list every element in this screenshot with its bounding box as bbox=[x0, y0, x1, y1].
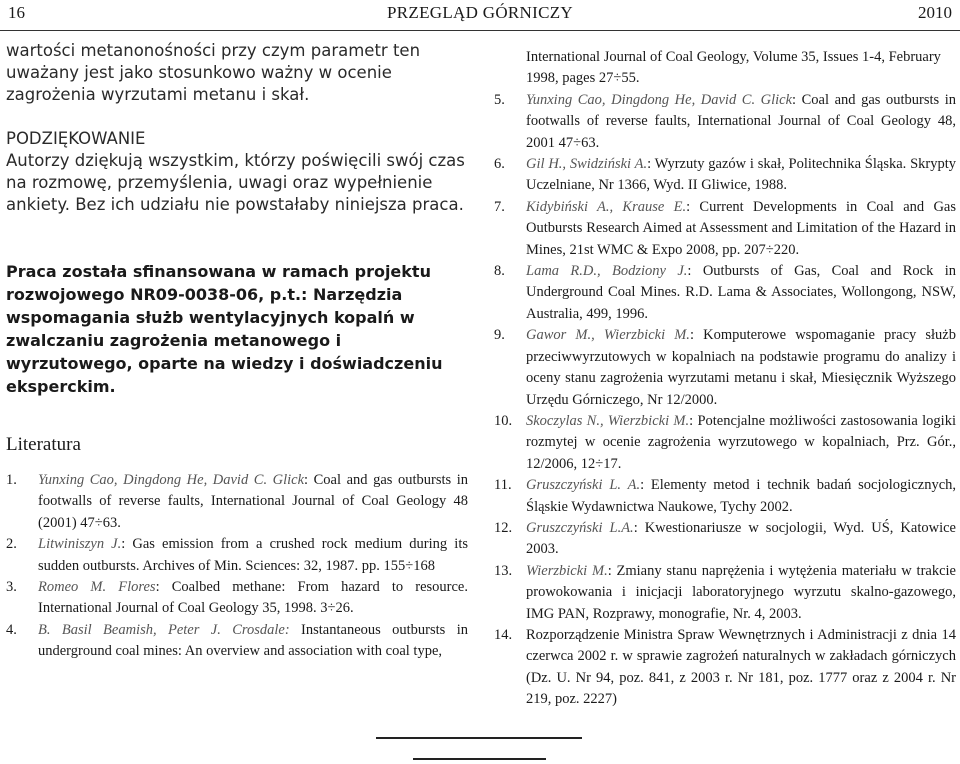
page-number: 16 bbox=[8, 3, 25, 22]
reference-authors: Gawor M., Wierzbicki M. bbox=[526, 327, 690, 344]
reference-number: 11. bbox=[494, 477, 512, 494]
references-list-right bbox=[494, 90, 956, 711]
reference-item bbox=[494, 154, 956, 197]
reference-text: : Zmiany stanu naprężenia i wytężenia materiału w trakcie prowokowania i inicjacji laboratoryjnego wyrzutu skalno-gazowego, IMG PAN, Rozprawy, monografie, Nr. 4, 2003. bbox=[526, 562, 956, 622]
footer-rule-bottom bbox=[413, 758, 546, 760]
reference-number: 3. bbox=[6, 579, 17, 596]
reference-text: Rozporządzenie Ministra Spraw Wewnętrznych i Administracji z dnia 14 czerwca 2002 r. w sprawie zagrożeń naturalnych w zakładach górniczych (Dz. U. Nr 94, poz. 841, z 2003 r. Nr 181, poz. 1777 oraz z 2004 r. Nr 219, poz. 2227) bbox=[526, 626, 956, 708]
reference-text: : Coal and gas outbursts in footwalls of reverse faults, International Journal of Coal Geology 48, 2001 47÷63. bbox=[526, 91, 956, 151]
reference-text: : Outbursts of Gas, Coal and Rock in Underground Coal Mines. R.D. Lama & Associates, Wollongong, NSW, Australia, 499, 1996. bbox=[526, 263, 956, 322]
reference-authors: Wierzbicki M. bbox=[526, 562, 608, 579]
reference-item bbox=[6, 534, 468, 577]
reference-text: Instantaneous outbursts in underground coal mines: An overview and association with coal type, bbox=[38, 621, 468, 660]
reference-text: : Elementy metod i technik badań socjologicznych, Śląskie Wydawnictwa Naukowe, Tychy 2002. bbox=[526, 477, 956, 515]
reference-authors: Skoczylas N., Wierzbicki M. bbox=[526, 412, 690, 429]
reference-authors: Gil H., Swidziński A. bbox=[526, 156, 648, 173]
reference-text: : Potencjalne możliwości zastosowania logiki rozmytej w ocenie zagrożenia wyrzutowego w kopalniach, Prz. Gór., 12/2006, 12÷17. bbox=[526, 412, 956, 472]
reference-number: 12. bbox=[494, 519, 513, 536]
reference-authors: Yunxing Cao, Dingdong He, David C. Glick bbox=[38, 472, 305, 488]
reference-text: : Current Developments in Coal and Gas Outbursts Research Aimed at Assessment and Limitation of the Hazard in Mines, 21st WMC & Expo 2008, pp. 207÷220. bbox=[526, 198, 956, 258]
reference-text: : Coalbed methane: From hazard to resource. International Journal of Coal Geology 35, 1998. 3÷26. bbox=[38, 579, 468, 617]
reference-item bbox=[494, 518, 956, 561]
reference-number: 7. bbox=[494, 198, 505, 215]
reference-number: 1. bbox=[6, 472, 17, 488]
reference-number: 5. bbox=[494, 91, 505, 108]
left-column bbox=[6, 40, 468, 663]
reference-text: : Gas emission from a crushed rock medium during its sudden outbursts. Archives of Min. Sciences: 32, 1987. pp. 155÷168 bbox=[38, 536, 468, 574]
acknowledgement-text: Autorzy dziękują wszystkim, którzy poświęcili swój czas na rozmowę, przemyślenia, uwagi oraz wypełnienie ankiety. Bez ich udziału nie powstałaby niniejsza praca. bbox=[6, 151, 465, 214]
literature-heading: Literatura bbox=[6, 434, 81, 455]
reference-authors: Romeo M. Flores bbox=[38, 579, 156, 596]
reference-text: : Wyrzuty gazów i skał, Politechnika Śląska. Skrypty Uczelniane, Nr 1366, Wyd. II Gliwice, 1988. bbox=[526, 156, 956, 194]
reference-item bbox=[494, 475, 956, 518]
reference-text: : Komputerowe wspomaganie pracy służb przeciwwyrzutowych w kopalniach na podstawie programu do analizy i oceny stanu zagrożenia wyrzutami metanu i skał, Miesięcznik Wyższego Urzędu Górniczego, Nr 12/2000. bbox=[526, 327, 956, 408]
reference-authors: Gruszczyński L.A. bbox=[526, 519, 634, 536]
reference-item bbox=[6, 577, 468, 620]
reference-item bbox=[494, 325, 956, 411]
reference-item bbox=[494, 261, 956, 325]
reference-number: 4. bbox=[6, 621, 17, 638]
reference-authors: Gruszczyński L. A. bbox=[526, 477, 641, 494]
reference-number: 10. bbox=[494, 412, 513, 429]
reference-item bbox=[494, 90, 956, 154]
reference-item bbox=[6, 620, 468, 663]
right-column bbox=[494, 47, 956, 711]
reference-number: 14. bbox=[494, 626, 513, 643]
funding-statement: Praca została sfinansowana w ramach projektu rozwojowego NR09-0038-06, p.t.: Narzędzia wspomagania służb wentylacyjnych kopalń w zwalczaniu zagrożenia metanowego i wyrzutowego, oparte na wiedzy i doświadczeniu eksperckim. bbox=[6, 262, 443, 396]
reference-text: : Coal and gas outbursts in footwalls of reverse faults, International Journal of Coal Geology 48 (2001) 47÷63. bbox=[38, 472, 468, 531]
reference-number: 13. bbox=[494, 562, 513, 579]
reference-authors: Yunxing Cao, Dingdong He, David C. Glick bbox=[526, 91, 793, 108]
reference-authors: B. Basil Beamish, Peter J. Crosdale: bbox=[38, 621, 290, 638]
reference-text: : Kwestionariusze w socjologii, Wyd. UŚ, Katowice 2003. bbox=[526, 519, 956, 558]
page-header bbox=[0, 0, 960, 31]
reference-item bbox=[494, 197, 956, 261]
reference-number: 8. bbox=[494, 263, 505, 280]
reference-number: 9. bbox=[494, 327, 505, 344]
reference-number: 6. bbox=[494, 156, 505, 173]
journal-title: PRZEGLĄD GÓRNICZY bbox=[387, 3, 573, 22]
reference-authors: Litwiniszyn J. bbox=[38, 536, 122, 553]
reference-number: 2. bbox=[6, 536, 17, 553]
reference-item bbox=[494, 561, 956, 625]
reference-continuation: International Journal of Coal Geology, Volume 35, Issues 1-4, February 1998, pages 27÷55. bbox=[526, 49, 941, 87]
reference-authors: Lama R.D., Bodziony J. bbox=[526, 263, 688, 280]
reference-item bbox=[6, 470, 468, 534]
footer-rule-top bbox=[376, 737, 582, 739]
acknowledgement-title: PODZIĘKOWANIE bbox=[6, 129, 146, 148]
reference-authors: Kidybiński A., Krause E. bbox=[526, 198, 687, 215]
reference-item bbox=[494, 411, 956, 475]
publication-year: 2010 bbox=[918, 3, 952, 22]
intro-paragraph: wartości metanonośności przy czym parametr ten uważany jest jako stosunkowo ważny w ocenie zagrożenia wyrzutami metanu i skał. bbox=[6, 41, 421, 104]
reference-item bbox=[494, 625, 956, 711]
references-list-left bbox=[6, 470, 468, 663]
